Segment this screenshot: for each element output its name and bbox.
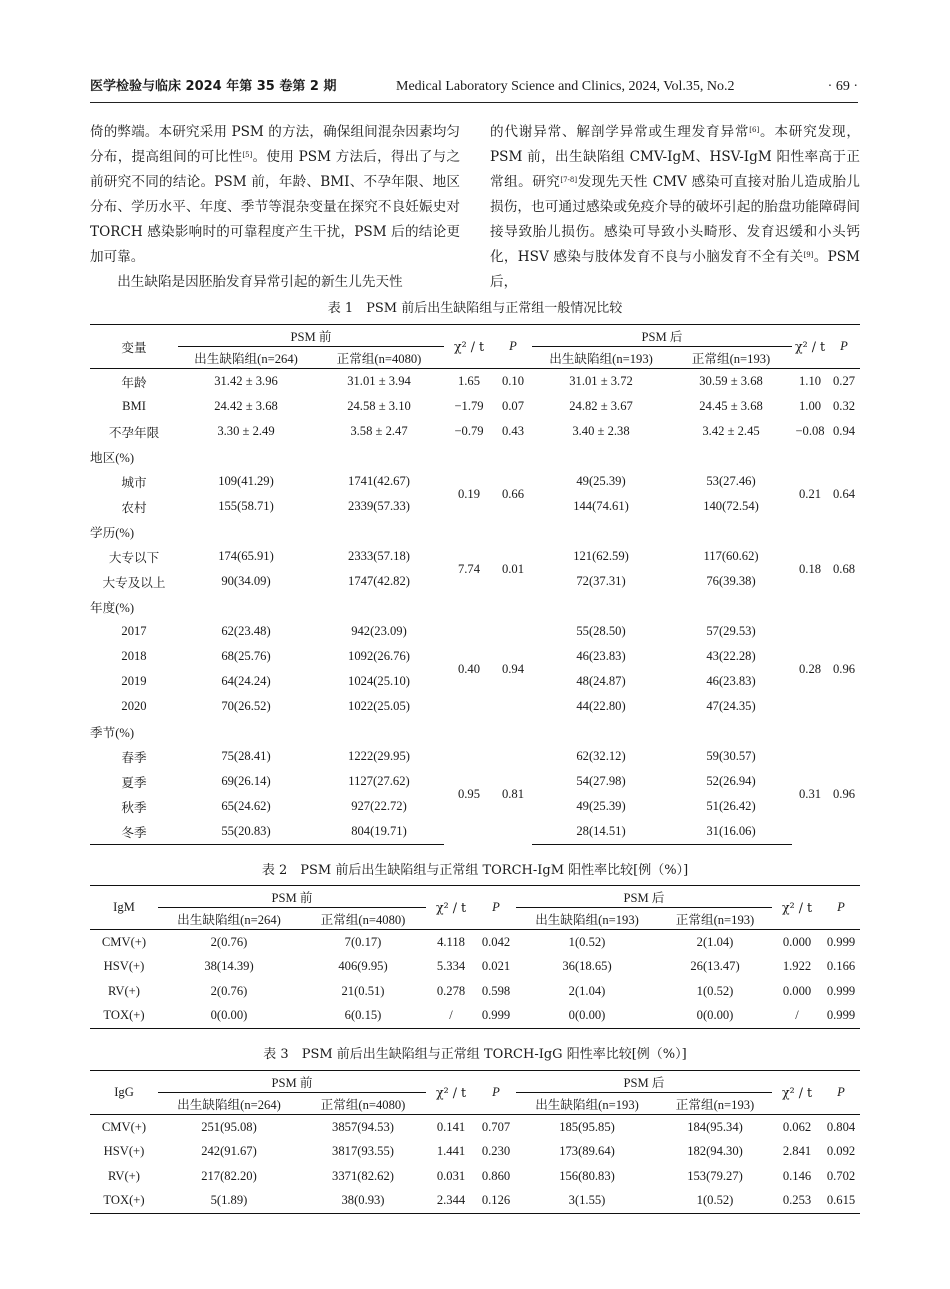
table-cell: 24.82 ± 3.67 (569, 399, 633, 413)
row-label: 秋季 (121, 801, 147, 815)
table-cell: 3371(82.62) (332, 1168, 394, 1183)
row-label: 2020 (121, 699, 147, 713)
table-cell: 117(60.62) (703, 549, 759, 563)
table-row (90, 1115, 860, 1140)
col-header-p: P (494, 325, 532, 369)
table-cell: 75(28.41) (221, 749, 271, 763)
table-cell: 24.58 ± 3.10 (347, 399, 411, 413)
table-cell: 68(25.76) (221, 649, 271, 663)
table-cell: 184(95.34) (658, 1115, 772, 1140)
table-cell: 3.30 ± 2.49 (217, 424, 275, 438)
table-row (90, 1189, 860, 1214)
col-header-p: P (822, 1071, 860, 1115)
row-label: 不孕年限 (108, 426, 160, 440)
col-header-defect-after: 出生缺陷组(n=193) (549, 352, 653, 366)
table-cell: 155(58.71) (218, 499, 274, 513)
table-cell: 0.43 (501, 424, 525, 438)
table3-caption: 表 3 PSM 前后出生缺陷组与正常组 TORCH-IgG 阳性率比较[例（%）] (263, 1047, 687, 1062)
table-cell: 0.96 (833, 661, 856, 676)
row-label: 大专以下 (108, 551, 160, 565)
table-cell: 1022(25.05) (348, 699, 410, 713)
table-cell: 156(80.83) (559, 1168, 615, 1183)
body-left-column (90, 120, 460, 295)
table-row (90, 1004, 860, 1029)
table-cell: HSV(+) (103, 1144, 145, 1159)
col-header-defect-before: 出生缺陷组(n=264) (194, 352, 298, 366)
table-cell: 年度(%) (90, 601, 135, 615)
table-cell: 1127(27.62) (348, 774, 410, 788)
table-cell: 76(39.38) (706, 574, 756, 588)
table-row (90, 1164, 860, 1189)
table-cell: / (426, 1004, 476, 1029)
table-cell: 4.118 (426, 930, 476, 955)
table-cell: 0.31 (799, 786, 822, 801)
table-cell: 54(27.98) (576, 774, 626, 788)
table-row (90, 955, 860, 980)
table-cell: CMV(+) (90, 930, 158, 955)
row-label: 大专及以上 (102, 576, 166, 590)
table-cell: 1.922 (782, 959, 812, 974)
table-cell: / (772, 1004, 822, 1029)
table-cell: 0.64 (833, 486, 856, 501)
table-cell: 0.000 (782, 983, 812, 998)
table-cell: HSV(+) (103, 959, 145, 974)
table-cell: 43(22.28) (706, 649, 756, 663)
table-cell: 51(26.42) (706, 799, 756, 813)
table-cell: 1741(42.67) (348, 474, 410, 488)
table-cell: 7.74 (457, 561, 481, 576)
table-cell: 182(94.30) (687, 1144, 743, 1159)
table-cell: 0.253 (772, 1189, 822, 1214)
table-cell: 28(14.51) (532, 819, 670, 845)
table-cell: 0.27 (828, 369, 860, 395)
journal-english: Medical Laboratory Science and Clinics, 2024, Vol.35, No.2 (396, 79, 735, 94)
table-cell: 31.42 ± 3.96 (178, 369, 314, 395)
table-cell: 7(0.17) (300, 930, 426, 955)
table-cell: 49(25.39) (576, 799, 626, 813)
table-row (90, 979, 860, 1004)
table-cell: 62(23.48) (221, 624, 271, 638)
citation: [7-8] (560, 176, 578, 184)
col-header-normal-after: 正常组(n=193) (691, 352, 771, 366)
col-header-normal-before: 正常组(n=4080) (336, 352, 422, 366)
table-cell: 31(16.06) (670, 819, 792, 845)
table-cell: 140(72.54) (703, 499, 759, 513)
table-cell: 6(0.15) (300, 1004, 426, 1029)
row-label: 农村 (121, 501, 147, 515)
table-cell: 0.19 (457, 486, 481, 501)
col-header-defect-after: 出生缺陷组(n=193) (535, 1098, 639, 1112)
table-cell: 24.45 ± 3.68 (699, 399, 763, 413)
table-row (90, 744, 860, 769)
table-cell: 1024(25.10) (348, 674, 410, 688)
table-cell: 49(25.39) (576, 474, 626, 488)
row-label: 2017 (121, 624, 147, 638)
col-group-before: PSM 前 (178, 325, 444, 347)
table-cell: 0.07 (501, 399, 525, 413)
table-group-row (90, 594, 860, 619)
col-header-p: P (476, 886, 516, 930)
table-cell: 0.062 (772, 1115, 822, 1140)
table-cell: 44(22.80) (576, 699, 626, 713)
col-group-after: PSM 后 (516, 886, 772, 908)
table-cell: 36(18.65) (562, 959, 612, 974)
table-cell: 185(95.85) (516, 1115, 658, 1140)
table-cell: TOX(+) (90, 1189, 158, 1214)
table-cell: 0.126 (476, 1189, 516, 1214)
table-cell: 0(0.00) (158, 1004, 300, 1029)
table-cell: 90(34.09) (221, 574, 271, 588)
table-cell: 0.146 (782, 1168, 812, 1183)
citation: [5] (242, 151, 253, 159)
table-cell: 1.65 (444, 369, 494, 395)
table-cell: 24.42 ± 3.68 (214, 399, 278, 413)
table-cell: CMV(+) (90, 1115, 158, 1140)
table-cell: 38(0.93) (300, 1189, 426, 1214)
citation: [9] (803, 251, 814, 259)
table-cell: 2(1.04) (568, 983, 606, 998)
table-cell: 0(0.00) (516, 1004, 658, 1029)
col-header-normal-after: 正常组(n=193) (675, 1098, 755, 1112)
table-cell: 0.702 (826, 1168, 856, 1183)
table-cell: 1747(42.82) (348, 574, 410, 588)
table-cell: 0.68 (833, 561, 856, 576)
table-cell: 31.01 ± 3.72 (532, 369, 670, 395)
col-group-before: PSM 前 (158, 886, 426, 908)
col-header-p: P (822, 886, 860, 930)
col-group-after: PSM 后 (532, 325, 792, 347)
table-cell: 1(0.52) (658, 1189, 772, 1214)
table-cell: 5(1.89) (158, 1189, 300, 1214)
col-header-chi: χ² / t (772, 886, 822, 930)
table-cell: 0.615 (822, 1189, 860, 1214)
col-header-chi: χ² / t (426, 1071, 476, 1115)
col-header-p: P (476, 1071, 516, 1115)
table-cell: 251(95.08) (158, 1115, 300, 1140)
table-cell: 30.59 ± 3.68 (670, 369, 792, 395)
table-cell: 0.166 (826, 959, 856, 974)
col-header-chi: χ² / t (426, 886, 476, 930)
table-cell: 72(37.31) (576, 574, 626, 588)
table-cell: 地区(%) (90, 451, 135, 465)
paragraph: 倚的弊端。本研究采用 PSM 的方法，确保组间混杂因素均匀分布，提高组间的可比性[5]。使用 PSM 方法后，得出了与之前研究不同的结论。PSM 前，年龄、BMI、不孕年限、地区分布、学历水平、年度、季节等混杂变量在探究不良妊娠史对 TORCH 感染影响时的可靠程度产生干扰，PSM 后的结论更加可靠。 (90, 124, 460, 265)
table-cell: 0.000 (772, 930, 822, 955)
table-cell: 0.999 (476, 1004, 516, 1029)
table-cell: 174(65.91) (218, 549, 274, 563)
journal-name: 医学检验与临床 2024 年第 35 卷第 2 期 (90, 79, 337, 94)
table-cell: 144(74.61) (573, 499, 629, 513)
paragraph: 出生缺陷是因胚胎发育异常引起的新生儿先天性 (117, 274, 403, 290)
table-cell: 季节(%) (90, 726, 135, 740)
citation: [6] (749, 126, 760, 134)
table-row (90, 419, 860, 444)
col-group-after: PSM 后 (516, 1071, 772, 1093)
table-cell: 0.21 (799, 486, 822, 501)
col-header-normal-before: 正常组(n=4080) (320, 913, 406, 927)
col-header-defect-after: 出生缺陷组(n=193) (535, 913, 639, 927)
col-header-normal-before: 正常组(n=4080) (320, 1098, 406, 1112)
table-cell: 217(82.20) (201, 1168, 257, 1183)
table-cell: 65(24.62) (221, 799, 271, 813)
table3 (90, 1070, 860, 1214)
table-cell: RV(+) (108, 983, 140, 998)
table-cell: 942(23.09) (351, 624, 407, 638)
table-cell: 0.66 (501, 486, 525, 501)
table-cell: 5.334 (436, 959, 466, 974)
table-row (90, 369, 860, 395)
table-cell: 64(24.24) (221, 674, 271, 688)
table-cell: 0.94 (501, 661, 525, 676)
table-cell: 1.10 (792, 369, 828, 395)
table-cell: 0.01 (501, 561, 525, 576)
table-cell: 59(30.57) (706, 749, 756, 763)
col-group-before: PSM 前 (158, 1071, 426, 1093)
col-header-variable: IgG (90, 1071, 158, 1115)
table-cell: 0.40 (457, 661, 481, 676)
table-cell: 31.01 ± 3.94 (314, 369, 444, 395)
table-group-row (90, 444, 860, 469)
row-label: 春季 (121, 751, 147, 765)
table-cell: 2(0.76) (210, 983, 248, 998)
table-cell: 62(32.12) (576, 749, 626, 763)
row-label: 2018 (121, 649, 147, 663)
table-cell: 55(28.50) (576, 624, 626, 638)
col-header-chi: χ² / t (444, 325, 494, 369)
table-cell: 927(22.72) (351, 799, 407, 813)
table-cell: 0.042 (476, 930, 516, 955)
table-cell: 2(1.04) (658, 930, 772, 955)
col-header-variable: 变量 (90, 325, 178, 369)
table-cell: 0.81 (501, 786, 525, 801)
col-header-variable: IgM (90, 886, 158, 930)
table-cell: 69(26.14) (221, 774, 271, 788)
row-label: 冬季 (90, 819, 178, 845)
table-cell: 0.598 (481, 983, 511, 998)
table-cell: 173(89.64) (559, 1144, 615, 1159)
col-header-defect-before: 出生缺陷组(n=264) (177, 1098, 281, 1112)
table-cell: 53(27.46) (706, 474, 756, 488)
table-cell: 1.441 (436, 1144, 466, 1159)
table-cell: 242(91.67) (201, 1144, 257, 1159)
table-cell: 46(23.83) (576, 649, 626, 663)
page-number: · 69 · (827, 79, 858, 94)
table-cell: 0.95 (457, 786, 481, 801)
row-label: 年龄 (90, 369, 178, 395)
table-cell: 47(24.35) (706, 699, 756, 713)
table-cell: RV(+) (108, 1168, 140, 1183)
table-cell: 48(24.87) (576, 674, 626, 688)
table-row (90, 930, 860, 955)
table2 (90, 885, 860, 1029)
table-cell: 1.00 (799, 399, 822, 413)
col-header-chi: χ² / t (792, 325, 828, 369)
table-cell: 1(0.52) (516, 930, 658, 955)
table-cell: 57(29.53) (706, 624, 756, 638)
table-cell: 2339(57.33) (348, 499, 410, 513)
table-cell: 0.999 (822, 1004, 860, 1029)
table2-caption: 表 2 PSM 前后出生缺陷组与正常组 TORCH-IgM 阳性率比较[例（%）] (261, 863, 689, 878)
table-cell: 0.278 (436, 983, 466, 998)
table-cell: TOX(+) (90, 1004, 158, 1029)
table-cell: 0.999 (822, 930, 860, 955)
table-cell: 3.42 ± 2.45 (702, 424, 760, 438)
table-cell: 0.031 (436, 1168, 466, 1183)
col-header-defect-before: 出生缺陷组(n=264) (177, 913, 281, 927)
table-cell: 学历(%) (90, 526, 135, 540)
table-cell: 2.344 (426, 1189, 476, 1214)
paragraph: 的代谢异常、解剖学异常或生理发育异常[6]。本研究发现，PSM 前，出生缺陷组 CMV-IgM、HSV-IgM 阳性率高于正常组。研究[7-8]发现先天性 CMV 感染可直接对胎儿造成胎儿损伤，也可通过感染或免疫介导的破坏引起的胎盘功能障碍间接导致胎儿损伤。感染可导致小头畸形、发育迟缓和小头钙化，HSV 感染与肢体发育不良与小脑发育不全有关[9]。PSM 后， (490, 124, 861, 290)
table-cell: 1222(29.95) (348, 749, 410, 763)
table-cell: 0.999 (826, 983, 856, 998)
table-cell: 0.230 (481, 1144, 511, 1159)
table-cell: 804(19.71) (314, 819, 444, 845)
col-header-p: P (828, 325, 860, 369)
table-row (90, 544, 860, 569)
table-cell: 52(26.94) (706, 774, 756, 788)
table-cell: 0.021 (481, 959, 511, 974)
table-cell: 3(1.55) (516, 1189, 658, 1214)
table-row (90, 469, 860, 494)
table-cell: 0.141 (426, 1115, 476, 1140)
table1 (90, 324, 860, 845)
table-cell: 21(0.51) (341, 983, 385, 998)
table-cell: 3817(93.55) (332, 1144, 394, 1159)
table-cell: 2(0.76) (158, 930, 300, 955)
table-cell: 3857(94.53) (300, 1115, 426, 1140)
table-row (90, 394, 860, 419)
table-cell (178, 444, 860, 469)
table-cell: 153(79.27) (687, 1168, 743, 1183)
table-cell: 121(62.59) (573, 549, 629, 563)
table-cell: 1092(26.76) (348, 649, 410, 663)
table-cell: 46(23.83) (706, 674, 756, 688)
table-cell: 0.32 (833, 399, 856, 413)
table-cell (178, 519, 860, 544)
table-cell: 0.28 (799, 661, 822, 676)
table-cell: 3.58 ± 2.47 (350, 424, 408, 438)
table-cell: 0.94 (833, 424, 856, 438)
table-cell: −0.08 (795, 424, 825, 438)
row-label: 2019 (121, 674, 147, 688)
table-cell: 0.10 (494, 369, 532, 395)
table-cell: 2.841 (782, 1144, 812, 1159)
table-cell: 26(13.47) (690, 959, 740, 974)
table-cell: 2333(57.18) (348, 549, 410, 563)
table-cell: 0.804 (822, 1115, 860, 1140)
table-cell: 3.40 ± 2.38 (572, 424, 630, 438)
table-cell: 55(20.83) (178, 819, 314, 845)
row-label: BMI (122, 399, 146, 413)
table-cell: 109(41.29) (218, 474, 274, 488)
col-header-normal-after: 正常组(n=193) (675, 913, 755, 927)
table-cell: 406(9.95) (338, 959, 388, 974)
table-row (90, 1140, 860, 1165)
table-group-row (90, 519, 860, 544)
table-cell: 0.18 (799, 561, 822, 576)
table-cell: 0.092 (826, 1144, 856, 1159)
table-cell: 0.707 (476, 1115, 516, 1140)
table-cell: 0.96 (833, 786, 856, 801)
table-cell: −1.79 (454, 399, 484, 413)
row-label: 城市 (121, 476, 147, 490)
table-row (90, 619, 860, 644)
table-cell: 70(26.52) (221, 699, 271, 713)
body-right-column (490, 120, 860, 295)
table-cell: 38(14.39) (204, 959, 254, 974)
table-cell: 0(0.00) (658, 1004, 772, 1029)
table1-caption: 表 1 PSM 前后出生缺陷组与正常组一般情况比较 (327, 301, 623, 316)
table-cell: 1(0.52) (696, 983, 734, 998)
row-label: 夏季 (121, 776, 147, 790)
table-group-row (90, 719, 860, 744)
table-cell (178, 594, 860, 619)
table-cell (178, 719, 860, 744)
table-cell: 0.860 (481, 1168, 511, 1183)
col-header-chi: χ² / t (772, 1071, 822, 1115)
running-header (90, 78, 858, 103)
table-cell: −0.79 (454, 424, 484, 438)
